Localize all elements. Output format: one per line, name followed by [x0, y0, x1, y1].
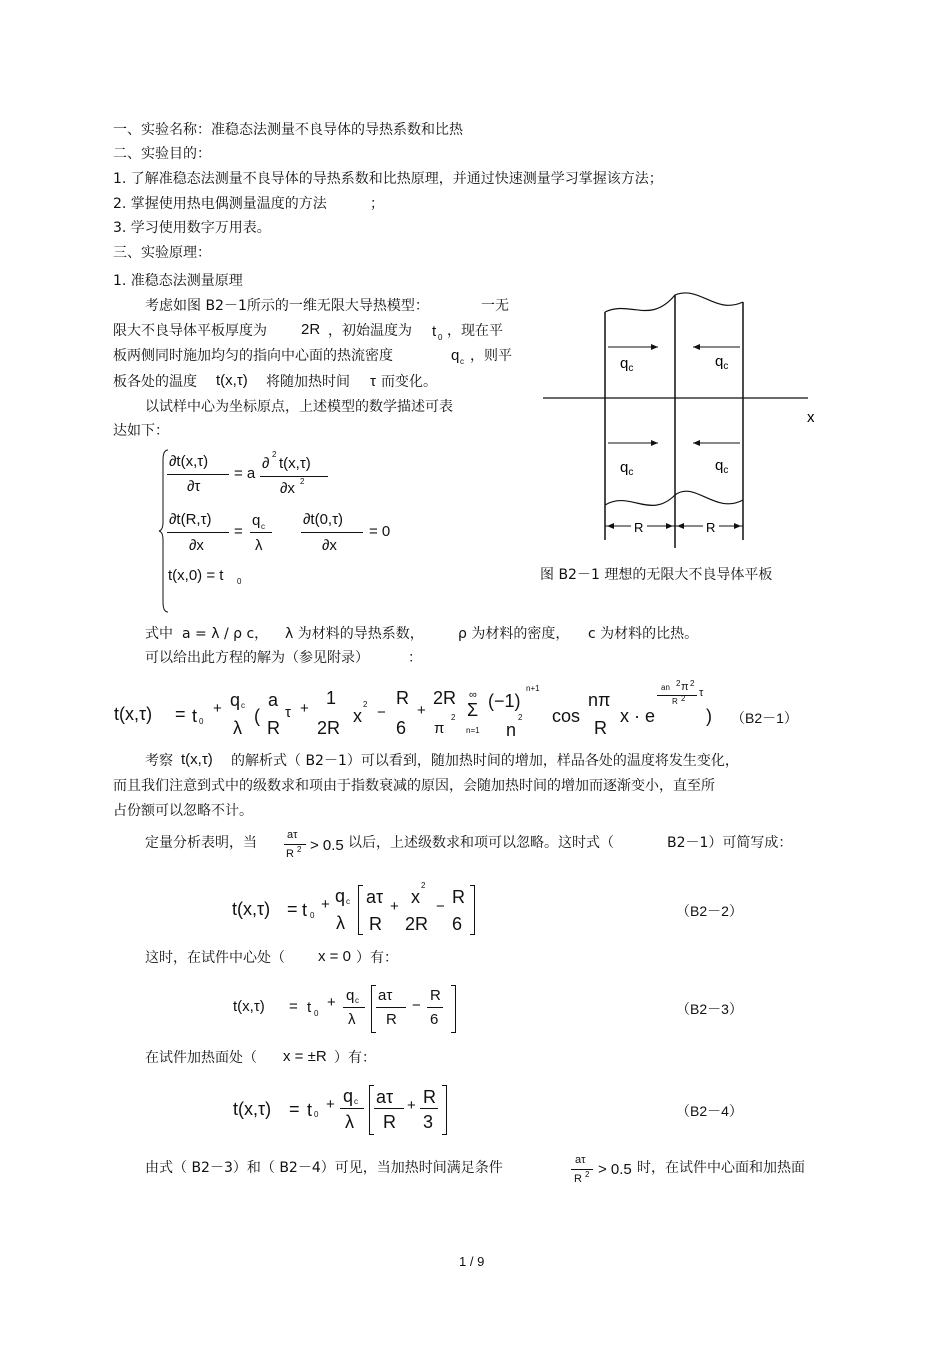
b1-2R: 2R — [317, 718, 341, 738]
para-line-4c: 将随加热时间 — [266, 374, 350, 390]
where-4: ρ 为材料的密度， — [458, 626, 570, 642]
b3-qc-sub: c — [355, 996, 359, 1005]
arrow-upper-right — [693, 344, 700, 350]
b1-t0-sub: 0 — [199, 717, 204, 726]
b1-m1-sup: n+1 — [526, 684, 540, 693]
b1-sum-bot: n=1 — [466, 726, 480, 735]
b1-plus1: + — [213, 700, 222, 717]
eq2-frac-bar — [167, 532, 229, 533]
para-line-4e: 而变化。 — [381, 374, 437, 390]
final-gt: > 0.5 — [598, 1161, 632, 1178]
b2-six: 6 — [452, 914, 463, 934]
b1-R2: R — [396, 688, 409, 708]
b1-qc-sub: c — [241, 701, 245, 710]
para-line-6: 达如下： — [113, 423, 169, 439]
arrow-lower-right — [693, 440, 700, 446]
final-a: 由式（ B2－3）和（ B2－4）可见，当加热时间满足条件 — [145, 1160, 503, 1176]
eq2-lambda: λ — [255, 537, 263, 554]
b3-t0: t — [307, 999, 312, 1016]
b1-six: 6 — [396, 718, 407, 738]
eq3-initial: t(x,0) = t — [168, 567, 224, 584]
discuss-1b: t(x,τ) — [181, 751, 213, 768]
b4-plus1: + — [326, 1096, 335, 1113]
b3-eq: = — [289, 998, 298, 1015]
b3-six: 6 — [430, 1011, 439, 1028]
solution-intro-colon: ： — [408, 650, 422, 666]
quant-c: B2－1）可简写成： — [667, 835, 793, 851]
b2-t0-sub: 0 — [310, 911, 315, 920]
b2-R1: R — [369, 914, 382, 934]
eq2-qc-sub: c — [261, 522, 265, 531]
b1-pi: π — [434, 720, 445, 737]
para-line-1b: 一无 — [481, 298, 509, 314]
b3-frac-bar — [343, 1007, 365, 1008]
b3-lambda: λ — [348, 1011, 356, 1028]
arrow-lower-left — [651, 440, 658, 446]
b4-atau: aτ — [376, 1087, 394, 1107]
label-r-left: R — [634, 520, 644, 535]
b1-x-sup: 2 — [363, 700, 368, 709]
page-number: 1 / 9 — [459, 1254, 485, 1269]
b4-three: 3 — [423, 1112, 434, 1132]
eq2b-frac-bar — [301, 532, 363, 533]
eq2-equals: = — [234, 523, 243, 540]
heading-experiment-name: 一、实验名称：准稳态法测量不良导体的导热系数和比热 — [113, 122, 463, 138]
where-5: c 为材料的比热。 — [588, 626, 699, 642]
solution-intro: 可以给出此方程的解为（参见附录） — [145, 650, 369, 666]
b3-lhs: t(x,τ) — [233, 998, 265, 1015]
slab-top-edge — [605, 293, 743, 312]
eq1-den2-sup: 2 — [300, 477, 305, 486]
b1-minus: − — [377, 704, 386, 721]
discuss-2: 而且我们注意到式中的级数求和项由于指数衰减的原因，会随加热时间的增加而逐渐变小，直至所 — [113, 778, 715, 794]
b1-m1: (−1) — [488, 691, 521, 711]
eq2-num: ∂t(R,τ) — [169, 511, 212, 528]
b4-t0-sub: 0 — [314, 1110, 319, 1119]
where-1: 式中 — [145, 626, 173, 642]
b1-pi-sup: 2 — [451, 713, 456, 722]
center-b: x = 0 — [318, 948, 351, 965]
b1-xe: x · e — [620, 706, 656, 726]
equation-tag-b2-1: （B2－1） — [731, 710, 798, 726]
b1-exp-n-sup: 2 — [676, 679, 681, 688]
label-x-axis: x — [807, 409, 815, 426]
heading-experiment-purpose: 二、实验目的： — [113, 146, 211, 162]
b2-rbracket — [470, 885, 475, 935]
para-qc: q — [451, 347, 460, 364]
surface-c: ）有： — [334, 1050, 376, 1066]
surface-b: x = ±R — [283, 1048, 327, 1065]
b3-frac-bar-3 — [427, 1007, 443, 1008]
eq1-num: ∂t(x,τ) — [169, 453, 209, 470]
b1-plus3: + — [417, 702, 426, 719]
b1-plus2: + — [300, 700, 309, 717]
purpose-item-3: 3. 学习使用数字万用表。 — [113, 220, 271, 236]
b1-n: n — [506, 720, 517, 740]
eq1-num2-d: ∂ — [262, 455, 270, 472]
b4-t0: t — [307, 1100, 313, 1120]
para-line-5: 以试样中心为坐标原点，上述模型的数学描述可表 — [145, 399, 453, 415]
b2-t0: t — [302, 900, 308, 920]
where-3: λ 为材料的导热系数， — [285, 626, 424, 642]
eq1-num2-sup: 2 — [272, 450, 277, 459]
eq1-frac2-bar — [260, 476, 328, 477]
b2-lbracket — [358, 885, 363, 935]
para-line-2f: ，现在平 — [447, 323, 503, 339]
b1-npi: nπ — [588, 690, 611, 710]
quant-gt: > 0.5 — [310, 837, 344, 854]
system-brace — [158, 448, 172, 614]
b1-exp-R: R — [672, 697, 678, 706]
b3-atau: aτ — [378, 987, 393, 1004]
b4-frac-bar-3 — [420, 1108, 438, 1109]
b1-lambda: λ — [233, 718, 242, 738]
surface-a: 在试件加热面处（ — [145, 1050, 257, 1066]
final-b: 时，在试件中心面和加热面 — [637, 1160, 805, 1176]
b4-R1: R — [383, 1112, 396, 1132]
quant-a: 定量分析表明，当 — [145, 835, 257, 851]
b3-frac-bar-2 — [376, 1007, 406, 1008]
para-line-3a: 板两侧同时施加均匀的指向中心面的热流密度 — [113, 348, 393, 364]
heading-experiment-principle: 三、实验原理： — [113, 245, 211, 261]
b2-x: x — [411, 887, 420, 907]
figure-caption: 图 B2－1 理想的无限大不良导体平板 — [540, 567, 773, 583]
label-qc-ll: $q_c$ — [620, 459, 634, 478]
b1-exp-tau: τ — [699, 687, 704, 699]
b1-exp-bar — [657, 695, 697, 696]
center-a: 这时，在试件中心处（ — [145, 950, 285, 966]
equation-tag-b2-3: （B2－3） — [676, 1001, 743, 1017]
b3-R1: R — [386, 1011, 397, 1028]
b3-plus: + — [327, 994, 336, 1011]
b1-tau: τ — [285, 704, 291, 721]
b2-eq: = — [287, 899, 298, 919]
para-txtau: t(x,τ) — [216, 372, 248, 389]
b1-lhs: t(x,τ) — [114, 704, 153, 724]
label-r-right: R — [706, 520, 716, 535]
eq1-den: ∂τ — [187, 478, 201, 495]
b4-frac-bar — [340, 1108, 364, 1109]
para-line-2a: 限大不良导体平板厚度为 — [113, 323, 267, 339]
b4-lhs: t(x,τ) — [233, 1099, 272, 1119]
where-2: a = λ / ρ c， — [182, 626, 269, 642]
para-qc-sub: c — [460, 357, 464, 366]
final-frac-den-sup: 2 — [585, 1170, 590, 1179]
b2-2R: 2R — [405, 914, 429, 934]
final-frac-num: aτ — [575, 1154, 586, 1166]
para-line-1a: 考虑如图 B2－1所示的一维无限大导热模型： — [145, 298, 429, 314]
b1-exp-R-sup: 2 — [681, 694, 686, 703]
b1-exp-pi-sup: 2 — [690, 679, 695, 688]
b4-rbracket — [442, 1085, 447, 1135]
eq2-frac-bar-2 — [250, 532, 272, 533]
eq1-frac1-bar — [167, 474, 229, 475]
final-frac-bar — [571, 1169, 593, 1170]
para-t0: t — [432, 323, 437, 340]
b2-lambda: λ — [336, 913, 345, 933]
subheading-quasi-steady: 1. 准稳态法测量原理 — [113, 273, 243, 289]
b3-rbracket — [451, 985, 456, 1033]
b1-rparen: ) — [706, 706, 712, 726]
b2-qc-sub: c — [346, 897, 350, 906]
b4-qc: q — [343, 1086, 354, 1106]
eq1-den2: ∂x — [280, 480, 295, 497]
label-qc-ul: $q_c$ — [620, 355, 634, 374]
b2-lhs: t(x,τ) — [232, 899, 271, 919]
b2-minus: − — [436, 898, 445, 915]
b1-R1: R — [267, 718, 280, 738]
para-t0-sub: 0 — [438, 333, 443, 342]
quant-b: 以后，上述级数求和项可以忽略。这时式（ — [348, 835, 614, 851]
b1-exp-pi: π — [681, 681, 689, 693]
b2-plus1: + — [321, 896, 330, 913]
b1-t0: t — [192, 706, 198, 726]
purpose-item-2-end: ； — [370, 196, 384, 212]
para-2R: 2R — [301, 321, 321, 338]
b1-a: a — [268, 690, 279, 710]
b1-one: 1 — [326, 688, 337, 708]
b3-qc: q — [346, 987, 355, 1004]
final-frac-den: R — [574, 1173, 582, 1185]
discuss-3: 占份额可以忽略不计。 — [113, 803, 253, 819]
equation-tag-b2-4: （B2－4） — [676, 1103, 743, 1119]
b4-eq: = — [289, 1099, 300, 1119]
b4-plus2: + — [407, 1097, 416, 1114]
center-c: ）有： — [356, 950, 398, 966]
b4-qc-sub: c — [354, 1097, 358, 1106]
para-tau: τ — [370, 373, 376, 390]
b2-qc: q — [335, 886, 346, 906]
eq1-equals-a: = a — [234, 465, 256, 482]
quant-frac-num: aτ — [287, 829, 298, 841]
b1-n-sup: 2 — [518, 713, 523, 722]
eq2b-equals-zero: = 0 — [369, 523, 391, 540]
b2-atau: aτ — [366, 887, 384, 907]
figure-slab-diagram — [540, 290, 830, 555]
eq3-initial-sub: 0 — [237, 577, 242, 586]
b1-x: x — [353, 706, 362, 726]
b1-cos: cos — [552, 706, 581, 726]
discuss-1a: 考察 — [145, 753, 173, 769]
eq2-den: ∂x — [189, 537, 204, 554]
label-qc-ur: $q_c$ — [715, 353, 729, 372]
b1-eq: = — [175, 704, 186, 724]
para-line-3d: ，则平 — [470, 348, 512, 364]
b2-plus2: + — [390, 898, 399, 915]
b3-lbracket — [371, 985, 376, 1033]
b1-2R-top: 2R — [433, 688, 457, 708]
eq1-num2-t: t(x,τ) — [279, 455, 311, 472]
purpose-item-1: 1. 了解准稳态法测量不良导体的导热系数和比热原理，并通过快速测量学习掌握该方法； — [113, 171, 663, 187]
quant-frac-bar — [284, 844, 306, 845]
equation-tag-b2-2: （B2－2） — [676, 903, 743, 919]
quant-frac-den: R — [286, 848, 294, 860]
b4-frac-bar-2 — [374, 1108, 404, 1109]
b2-x-sup: 2 — [421, 881, 426, 890]
para-line-4a: 板各处的温度 — [113, 374, 197, 390]
b3-t0-sub: 0 — [314, 1009, 319, 1018]
b4-R2: R — [423, 1087, 436, 1107]
b1-exp-an: an — [661, 683, 670, 692]
para-line-2c: ，初始温度为 — [328, 323, 412, 339]
b1-sum: Σ — [467, 700, 479, 720]
b1-qc: q — [230, 690, 241, 710]
label-qc-lr: $q_c$ — [715, 457, 729, 476]
eq2b-num: ∂t(0,τ) — [303, 511, 344, 528]
slab-bottom-edge — [605, 491, 743, 505]
discuss-1c: 的解析式（ B2－1）可以看到，随加热时间的增加，样品各处的温度将发生变化， — [231, 753, 739, 769]
b3-R2: R — [430, 987, 441, 1004]
arrow-upper-left — [651, 344, 658, 350]
b1-R3: R — [594, 718, 607, 738]
eq2b-den: ∂x — [322, 537, 337, 554]
eq2-qc: q — [252, 512, 261, 529]
b2-R2: R — [452, 887, 465, 907]
quant-frac-den-sup: 2 — [297, 845, 302, 854]
b4-lambda: λ — [345, 1112, 354, 1132]
b4-lbracket — [369, 1085, 374, 1135]
b3-minus: − — [412, 997, 421, 1014]
b1-sum-top: ∞ — [469, 689, 477, 701]
b1-lparen: ( — [254, 706, 260, 726]
purpose-item-2: 2. 掌握使用热电偶测量温度的方法 — [113, 196, 327, 212]
